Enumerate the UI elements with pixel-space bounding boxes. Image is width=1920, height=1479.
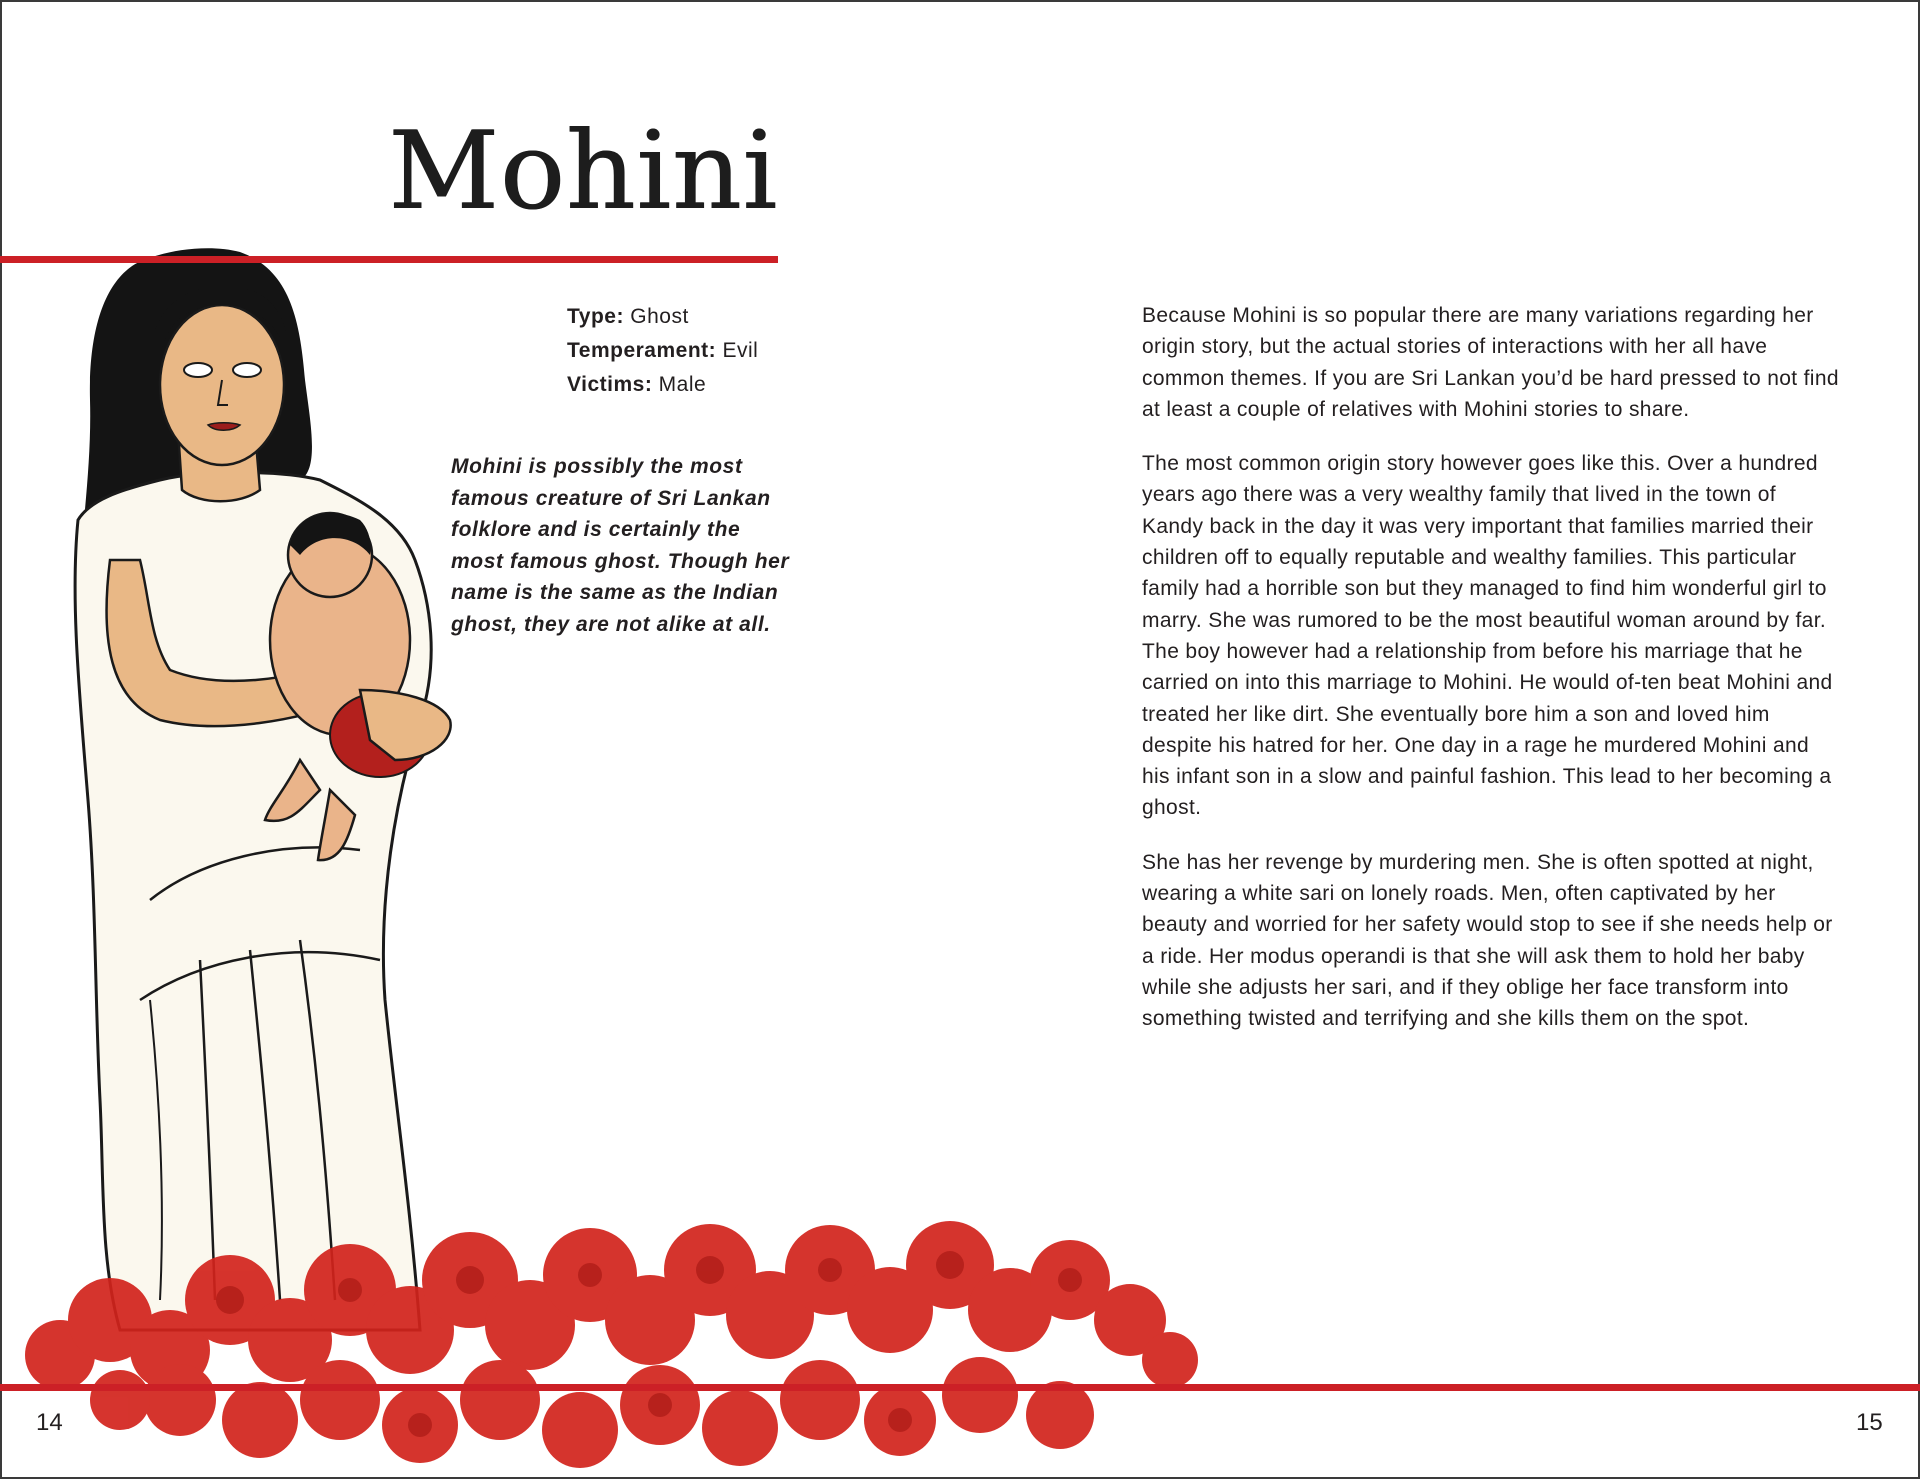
fact-value: Evil [722,339,759,362]
fact-temperament [567,334,758,368]
body-paragraph: She has her revenge by murdering men. She is often spotted at night, wearing a white sari on lonely roads. Men, often captivated by her beauty and worried for her safety would stop to see if she needs help or a ride. Her modus operandi is that she will ask them to hold her baby while she adjusts her sari, and if they oblige her face transform into something twisted and terrifying and she kills them on the spot. [1142,850,1833,1031]
page-number-right: 15 [1856,1409,1883,1436]
page-title: Mohini [388,109,778,234]
fact-key: Temperament: [567,339,717,362]
title-rule [0,256,778,263]
fact-key: Victims: [567,373,653,396]
eye-right [233,363,261,377]
eye-left [184,363,212,377]
fact-key: Type: [567,305,624,328]
fact-value: Male [658,373,707,396]
body-text [1142,300,1842,1058]
body-paragraph: Because Mohini is so popular there are many variations regarding her origin story, but the actual stories of interactions with her all have common themes. If you are Sri Lankan you’d be hard pressed to not find at least a couple of relatives with Mohini stories to share. [1142,304,1839,421]
fact-victims [567,368,758,402]
fact-value: Ghost [630,305,689,328]
page-number-left: 14 [36,1409,63,1436]
body-paragraph: The most common origin story however goes like this. Over a hundred years ago there was a very wealthy family that lived in the town of Kandy back in the day it was very important that families married their children off to equally reputable and wealthy families. This particular family had a horrible son but they managed to find him wonderful girl to marry. She was rumored to be the most beautiful woman around by far. The boy however had a relationship from before his marriage that he carried on into this marriage to Mohini. He would of-ten beat Mohini and treated her like dirt. She eventually bore him a son and loved him despite his hatred for her. One day in a rage he murdered Mohini and his infant son in a slow and painful fashion. This lead to her becoming a ghost. [1142,452,1833,820]
fact-type [567,300,758,334]
creature-facts [567,300,758,402]
intro-text: Mohini is possibly the most famous creature of Sri Lankan folklore and is certainly the most famous ghost. Though her name is the same as the Indian ghost, they are not alike at all. [451,455,790,636]
footer-rule [0,1384,1920,1391]
